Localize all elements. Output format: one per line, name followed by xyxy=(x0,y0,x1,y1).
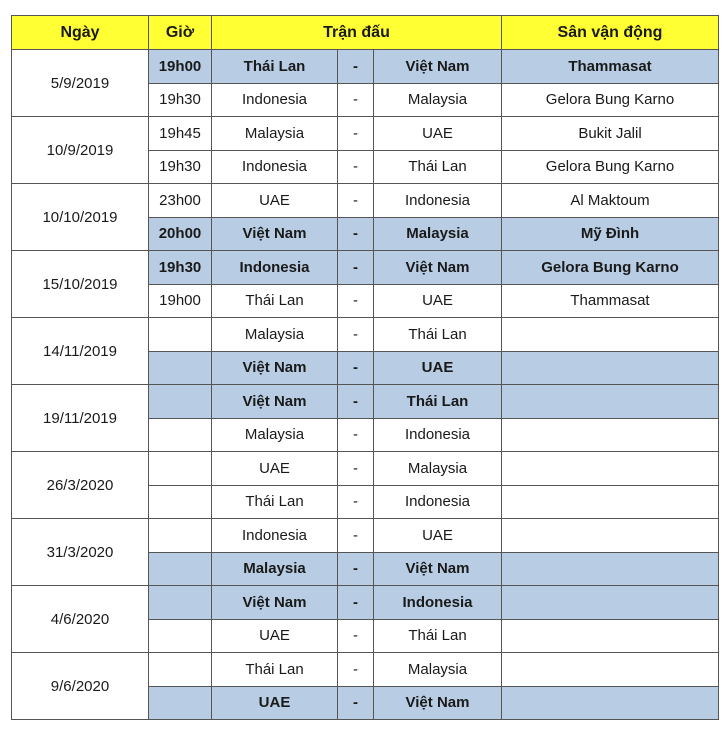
match-time xyxy=(149,418,212,452)
versus-separator: - xyxy=(338,552,374,586)
home-team: Malaysia xyxy=(212,117,338,151)
stadium xyxy=(502,318,719,352)
away-team: Indonesia xyxy=(374,485,502,519)
home-team: Thái Lan xyxy=(212,50,338,84)
versus-separator: - xyxy=(338,284,374,318)
stadium xyxy=(502,351,719,385)
home-team: Việt Nam xyxy=(212,586,338,620)
versus-separator: - xyxy=(338,351,374,385)
match-time xyxy=(149,686,212,720)
stadium: Gelora Bung Karno xyxy=(502,251,719,285)
home-team: Malaysia xyxy=(212,418,338,452)
away-team: Malaysia xyxy=(374,452,502,486)
home-team: Indonesia xyxy=(212,251,338,285)
away-team: Indonesia xyxy=(374,586,502,620)
versus-separator: - xyxy=(338,117,374,151)
home-team: Việt Nam xyxy=(212,217,338,251)
home-team: Indonesia xyxy=(212,150,338,184)
away-team: Malaysia xyxy=(374,653,502,687)
versus-separator: - xyxy=(338,485,374,519)
table-row xyxy=(12,50,719,84)
versus-separator: - xyxy=(338,150,374,184)
match-time xyxy=(149,552,212,586)
home-team: Indonesia xyxy=(212,519,338,553)
versus-separator: - xyxy=(338,452,374,486)
schedule-body xyxy=(12,50,719,720)
stadium xyxy=(502,686,719,720)
stadium: Al Maktoum xyxy=(502,184,719,218)
versus-separator: - xyxy=(338,686,374,720)
away-team: Malaysia xyxy=(374,83,502,117)
stadium xyxy=(502,519,719,553)
match-time xyxy=(149,519,212,553)
match-date: 10/10/2019 xyxy=(12,184,149,251)
away-team: Indonesia xyxy=(374,184,502,218)
match-date: 4/6/2020 xyxy=(12,586,149,653)
away-team: Việt Nam xyxy=(374,552,502,586)
stadium xyxy=(502,418,719,452)
versus-separator: - xyxy=(338,251,374,285)
away-team: UAE xyxy=(374,519,502,553)
stadium xyxy=(502,586,719,620)
table-row xyxy=(12,653,719,687)
table-row xyxy=(12,251,719,285)
away-team: Việt Nam xyxy=(374,686,502,720)
match-date: 9/6/2020 xyxy=(12,653,149,720)
away-team: Thái Lan xyxy=(374,150,502,184)
versus-separator: - xyxy=(338,653,374,687)
home-team: UAE xyxy=(212,619,338,653)
home-team: Indonesia xyxy=(212,83,338,117)
versus-separator: - xyxy=(338,619,374,653)
stadium xyxy=(502,653,719,687)
header-time: Giờ xyxy=(149,16,212,50)
table-row xyxy=(12,452,719,486)
versus-separator: - xyxy=(338,184,374,218)
stadium xyxy=(502,385,719,419)
away-team: Malaysia xyxy=(374,217,502,251)
match-time: 19h30 xyxy=(149,83,212,117)
versus-separator: - xyxy=(338,50,374,84)
away-team: Thái Lan xyxy=(374,318,502,352)
home-team: UAE xyxy=(212,184,338,218)
away-team: Thái Lan xyxy=(374,385,502,419)
match-date: 26/3/2020 xyxy=(12,452,149,519)
match-time xyxy=(149,586,212,620)
versus-separator: - xyxy=(338,385,374,419)
table-row xyxy=(12,586,719,620)
match-time: 20h00 xyxy=(149,217,212,251)
match-date: 19/11/2019 xyxy=(12,385,149,452)
stadium: Thammasat xyxy=(502,50,719,84)
away-team: UAE xyxy=(374,117,502,151)
away-team: Thái Lan xyxy=(374,619,502,653)
match-time xyxy=(149,385,212,419)
stadium xyxy=(502,619,719,653)
away-team: Indonesia xyxy=(374,418,502,452)
table-row xyxy=(12,117,719,151)
home-team: UAE xyxy=(212,452,338,486)
home-team: Thái Lan xyxy=(212,485,338,519)
match-date: 31/3/2020 xyxy=(12,519,149,586)
home-team: Việt Nam xyxy=(212,351,338,385)
home-team: Thái Lan xyxy=(212,653,338,687)
stadium: Thammasat xyxy=(502,284,719,318)
versus-separator: - xyxy=(338,318,374,352)
stadium: Mỹ Đình xyxy=(502,217,719,251)
stadium xyxy=(502,452,719,486)
versus-separator: - xyxy=(338,586,374,620)
stadium xyxy=(502,552,719,586)
table-row xyxy=(12,519,719,553)
home-team: Malaysia xyxy=(212,318,338,352)
match-date: 15/10/2019 xyxy=(12,251,149,318)
header-match: Trận đấu xyxy=(212,16,502,50)
stadium: Gelora Bung Karno xyxy=(502,83,719,117)
match-schedule-table xyxy=(11,15,719,720)
away-team: UAE xyxy=(374,284,502,318)
match-time: 19h30 xyxy=(149,150,212,184)
match-date: 10/9/2019 xyxy=(12,117,149,184)
table-row xyxy=(12,184,719,218)
match-time xyxy=(149,318,212,352)
home-team: Malaysia xyxy=(212,552,338,586)
match-time: 19h30 xyxy=(149,251,212,285)
header-row xyxy=(12,16,719,50)
match-time xyxy=(149,653,212,687)
match-time xyxy=(149,619,212,653)
table-row xyxy=(12,385,719,419)
header-venue: Sân vận động xyxy=(502,16,719,50)
match-date: 14/11/2019 xyxy=(12,318,149,385)
stadium: Gelora Bung Karno xyxy=(502,150,719,184)
versus-separator: - xyxy=(338,217,374,251)
versus-separator: - xyxy=(338,519,374,553)
match-time xyxy=(149,485,212,519)
away-team: Việt Nam xyxy=(374,251,502,285)
home-team: Việt Nam xyxy=(212,385,338,419)
versus-separator: - xyxy=(338,418,374,452)
match-date: 5/9/2019 xyxy=(12,50,149,117)
stadium xyxy=(502,485,719,519)
away-team: UAE xyxy=(374,351,502,385)
match-time xyxy=(149,452,212,486)
table-row xyxy=(12,318,719,352)
home-team: Thái Lan xyxy=(212,284,338,318)
home-team: UAE xyxy=(212,686,338,720)
away-team: Việt Nam xyxy=(374,50,502,84)
match-time: 19h00 xyxy=(149,50,212,84)
match-time: 19h00 xyxy=(149,284,212,318)
match-time: 23h00 xyxy=(149,184,212,218)
stadium: Bukit Jalil xyxy=(502,117,719,151)
match-time: 19h45 xyxy=(149,117,212,151)
versus-separator: - xyxy=(338,83,374,117)
header-date: Ngày xyxy=(12,16,149,50)
match-time xyxy=(149,351,212,385)
